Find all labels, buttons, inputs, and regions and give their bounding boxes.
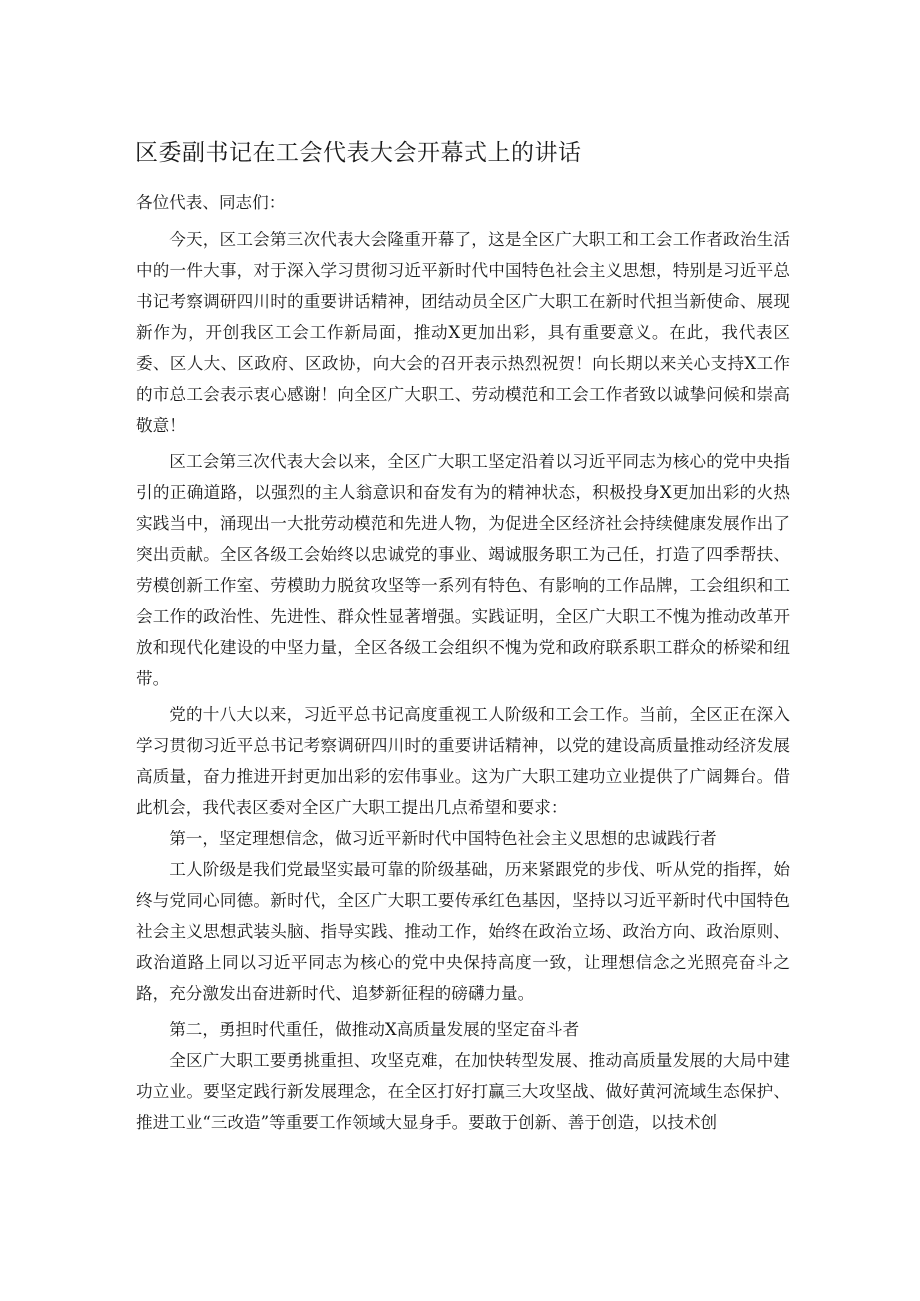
- paragraph-second-point: 全区广大职工要勇挑重担、攻坚克难，在加快转型发展、推动高质量发展的大局中建功立业。要坚定践行新发展理念，在全区打好打赢三大攻坚战、做好黄河流域生态保护、推进工业“三改造”等重要工作领域大显身手。要敢于创新、善于创造，以技术创: [136, 1051, 790, 1132]
- document-body: [136, 187, 790, 1138]
- heading-first-point: 第一，坚定理想信念，做习近平新时代中国特色社会主义思想的忠诚践行者: [169, 829, 717, 848]
- paragraph-first-point: 工人阶级是我们党最坚实最可靠的阶级基础，历来紧跟党的步伐、听从党的指挥，始终与党同心同德。新时代，全区广大职工要传承红色基因，坚持以习近平新时代中国特色社会主义思想武装头脑、指导实践、推动工作，始终在政治立场、政治方向、政治原则、政治道路上同以习近平同志为核心的党中央保持高度一致，让理想信念之光照亮奋斗之路，充分激发出奋进新时代、追梦新征程的磅礴力量。: [136, 860, 790, 1003]
- heading-second-point: 第二，勇担时代重任，做推动X高质量发展的坚定奋斗者: [169, 1020, 580, 1039]
- paragraph-opening: 今天，区工会第三次代表大会隆重开幕了，这是全区广大职工和工会工作者政治生活中的一件大事，对于深入学习贯彻习近平新时代中国特色社会主义思想，特别是习近平总书记考察调研四川时的重要讲话精神，团结动员全区广大职工在新时代担当新使命、展现新作为，开创我区工会工作新局面，推动X更加出彩，具有重要意义。在此，我代表区委、区人大、区政府、区政协，向大会的召开表示热烈祝贺！向长期以来关心支持X工作的市总工会表示衷心感谢！向全区广大职工、劳动模范和工会工作者致以诚挚问候和崇高敬意！: [136, 230, 790, 435]
- paragraph-achievements: 区工会第三次代表大会以来，全区广大职工坚定沿着以习近平同志为核心的党中央指引的正确道路，以强烈的主人翁意识和奋发有为的精神状态，积极投身X更加出彩的火热实践当中，涌现出一大批劳动模范和先进人物，为促进全区经济社会持续健康发展作出了突出贡献。全区各级工会始终以忠诚党的事业、竭诚服务职工为己任，打造了四季帮扶、劳模创新工作室、劳模助力脱贫攻坚等一系列有特色、有影响的工作品牌，工会组织和工会工作的政治性、先进性、群众性显著增强。实践证明，全区广大职工不愧为推动改革开放和现代化建设的中坚力量，全区各级工会组织不愧为党和政府联系职工群众的桥梁和纽带。: [136, 452, 790, 688]
- salutation: 各位代表、同志们：: [136, 193, 286, 212]
- document-title: 区委副书记在工会代表大会开幕式上的讲话: [135, 140, 582, 166]
- paragraph-requirements-intro: 党的十八大以来，习近平总书记高度重视工人阶级和工会工作。当前，全区正在深入学习贯彻习近平总书记考察调研四川时的重要讲话精神，以党的建设高质量推动经济发展高质量，奋力推进开封更加出彩的宏伟事业。这为广大职工建功立业提供了广阔舞台。借此机会，我代表区委对全区广大职工提出几点希望和要求：: [136, 705, 790, 817]
